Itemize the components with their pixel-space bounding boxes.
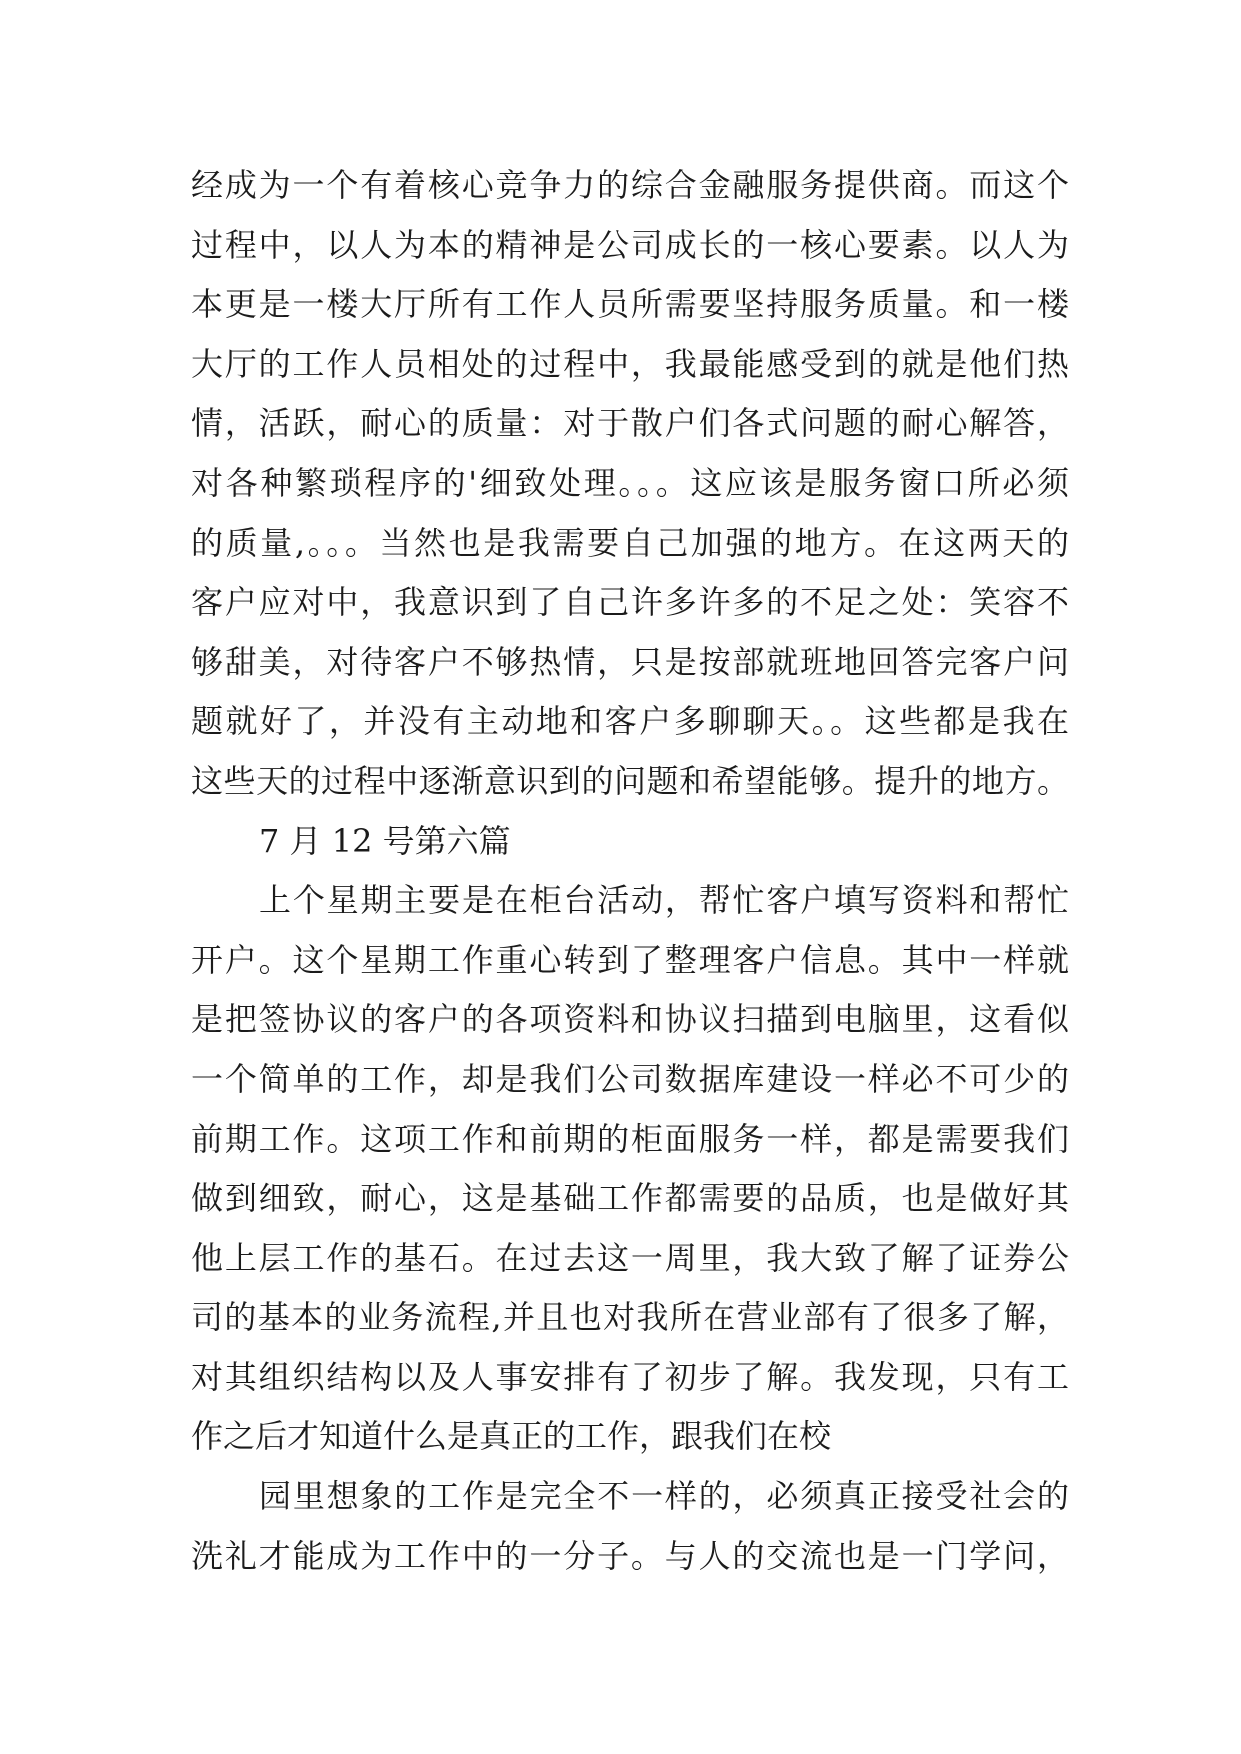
text-line: 客户应对中，我意识到了自己许多许多的不足之处：笑容不 [191, 583, 1069, 622]
heading-line: 7 月 12 号第六篇 [259, 821, 511, 860]
text-line: 情，活跃，耐心的质量：对于散户们各式问题的耐心解答， [191, 404, 1069, 443]
text-line: 开户。这个星期工作重心转到了整理客户信息。其中一样就 [191, 940, 1069, 979]
text-line: 对其组织结构以及人事安排有了初步了解。我发现，只有工 [191, 1357, 1069, 1396]
text-line: 上个星期主要是在柜台活动，帮忙客户填写资料和帮忙 [259, 881, 1069, 920]
text-line: 园里想象的工作是完全不一样的，必须真正接受社会的 [259, 1477, 1069, 1516]
text-line: 是把签协议的客户的各项资料和协议扫描到电脑里，这看似 [191, 1000, 1069, 1039]
text-line: 他上层工作的基石。在过去这一周里，我大致了解了证券公 [191, 1238, 1069, 1277]
text-line: 过程中，以人为本的精神是公司成长的一核心要素。以人为 [191, 225, 1069, 264]
paragraph-continued [191, 156, 1069, 812]
text-line: 对各种繁琐程序的'细致处理。。。这应该是服务窗口所必须 [191, 463, 1069, 502]
text-line: 题就好了，并没有主动地和客户多聊聊天。。这些都是我在 [191, 702, 1069, 741]
paragraph [191, 1467, 1069, 1586]
text-line: 的质量,。。。当然也是我需要自己加强的地方。在这两天的 [191, 523, 1069, 562]
section-heading [191, 812, 1069, 872]
text-line: 一个简单的工作，却是我们公司数据库建设一样必不可少的 [191, 1059, 1069, 1098]
text-line: 本更是一楼大厅所有工作人员所需要坚持服务质量。和一楼 [191, 285, 1069, 324]
text-line: 大厅的工作人员相处的过程中，我最能感受到的就是他们热 [191, 344, 1069, 383]
text-line: 做到细致，耐心，这是基础工作都需要的品质，也是做好其 [191, 1179, 1069, 1218]
text-line: 经成为一个有着核心竞争力的综合金融服务提供商。而这个 [191, 166, 1069, 204]
text-line: 洗礼才能成为工作中的一分子。与人的交流也是一门学问， [191, 1536, 1069, 1575]
paragraph [191, 871, 1069, 1467]
text-line: 这些天的过程中逐渐意识到的问题和希望能够。提升的地方。 [191, 761, 1069, 800]
text-line: 够甜美，对待客户不够热情，只是按部就班地回答完客户问 [191, 642, 1069, 681]
text-line: 司的基本的业务流程,并且也对我所在营业部有了很多了解， [191, 1298, 1069, 1337]
text-line: 前期工作。这项工作和前期的柜面服务一样，都是需要我们 [191, 1119, 1069, 1158]
document-body [191, 156, 1069, 1586]
text-line: 作之后才知道什么是真正的工作，跟我们在校 [191, 1417, 832, 1456]
